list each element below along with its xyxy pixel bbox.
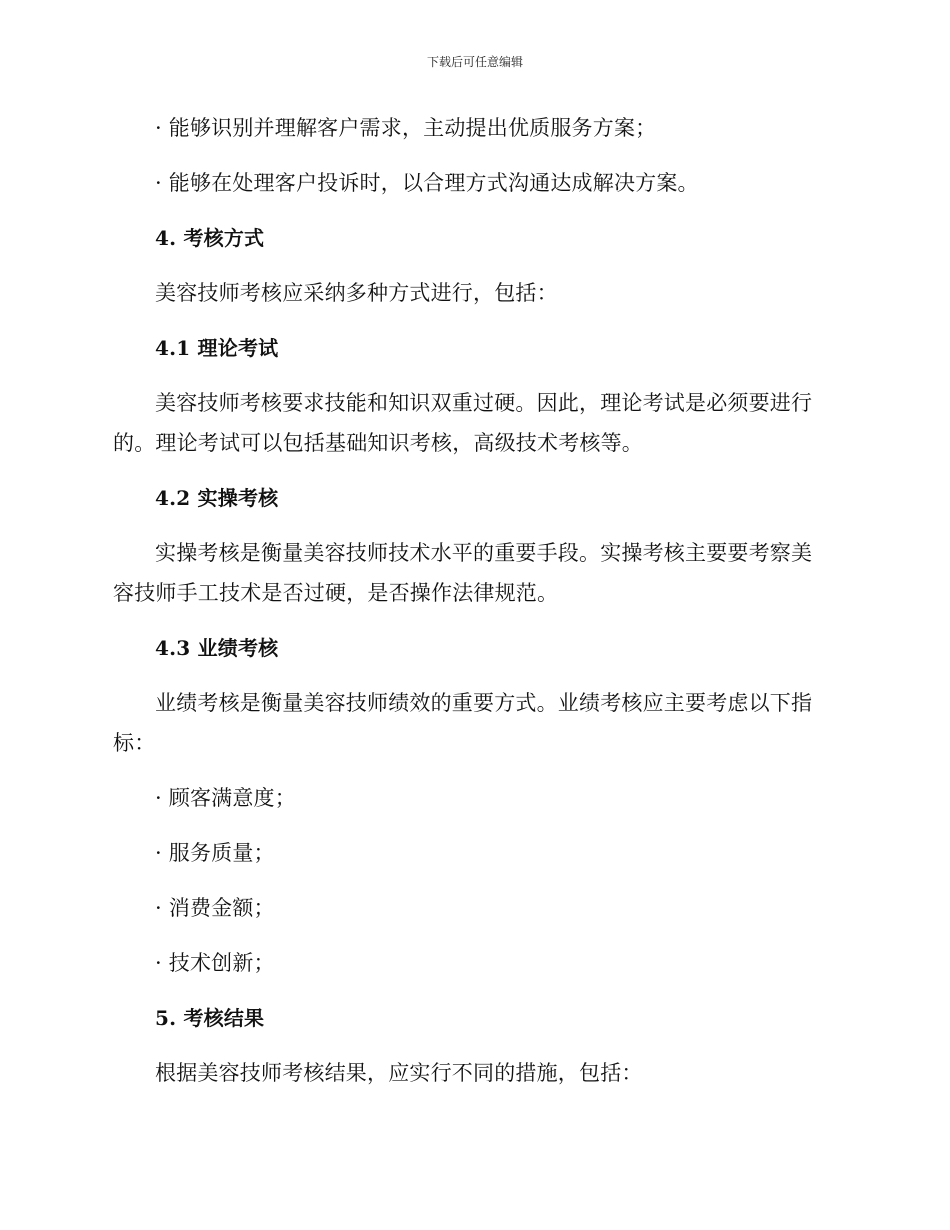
bullet-item: · 消费金额； — [155, 896, 275, 920]
section-heading: 4.2 实操考核 — [155, 486, 279, 510]
bullet-item: · 能够识别并理解客户需求，主动提出优质服务方案； — [155, 116, 657, 140]
section-heading: 5. 考核结果 — [155, 1006, 265, 1030]
paragraph: 根据美容技师考核结果，应实行不同的措施，包括： — [155, 1061, 643, 1085]
paragraph: 业绩考核是衡量美容技师绩效的重要方式。业绩考核应主要考虑以下指标： — [113, 691, 813, 755]
section-heading: 4.1 理论考试 — [155, 336, 279, 360]
section-heading: 4.3 业绩考核 — [155, 636, 279, 660]
bullet-item: · 顾客满意度； — [155, 786, 296, 810]
page-header: 下载后可任意编辑 — [426, 55, 523, 69]
document-body — [113, 108, 830, 1108]
section-heading: 4. 考核方式 — [155, 226, 265, 250]
paragraph: 美容技师考核要求技能和知识双重过硬。因此，理论考试是必须要进行的。理论考试可以包括基础知识考核，高级技术考核等。 — [113, 391, 813, 455]
bullet-item: · 服务质量； — [155, 841, 275, 865]
paragraph: 实操考核是衡量美容技师技术水平的重要手段。实操考核主要要考察美容技师手工技术是否过硬，是否操作法律规范。 — [113, 541, 813, 605]
paragraph: 美容技师考核应采纳多种方式进行，包括： — [155, 281, 558, 305]
bullet-item: · 能够在处理客户投诉时，以合理方式沟通达成解决方案。 — [155, 171, 699, 195]
bullet-item: · 技术创新； — [155, 951, 275, 975]
